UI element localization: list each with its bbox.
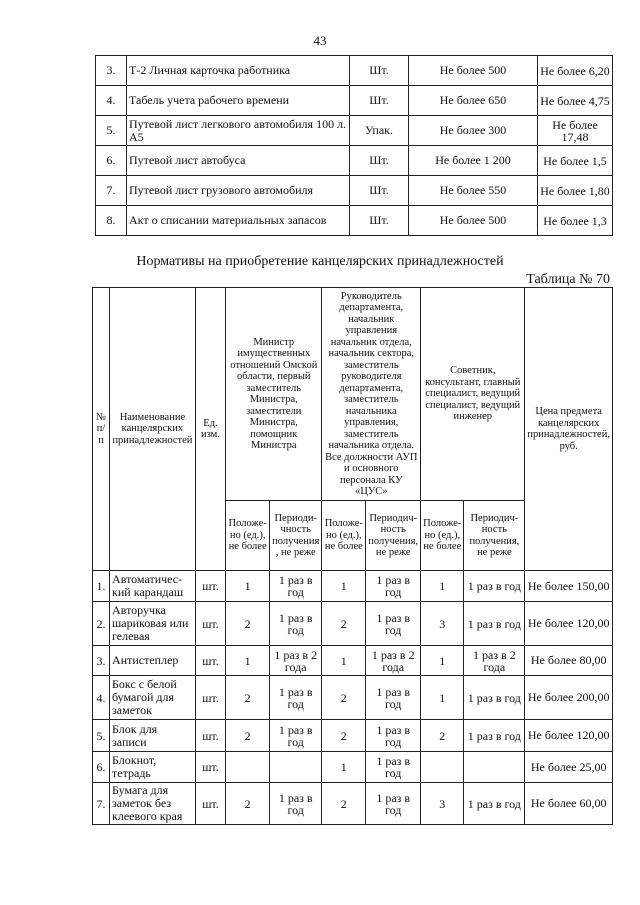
qty-heads: 1 bbox=[322, 571, 366, 602]
qty-minister: 2 bbox=[226, 676, 270, 720]
period-specialists: 1 раз в год bbox=[464, 783, 525, 825]
item-name: Автоматичес-кий карандаш bbox=[110, 571, 196, 602]
item-quantity: Не более 300 bbox=[409, 116, 538, 146]
qty-specialists: 1 bbox=[421, 646, 464, 676]
qty-minister bbox=[226, 752, 270, 783]
period-heads: 1 раз в год bbox=[366, 720, 421, 752]
period-minister: 1 раз в год bbox=[270, 571, 322, 602]
table-row bbox=[93, 720, 613, 752]
period-minister: 1 раз в 2 года bbox=[270, 646, 322, 676]
qty-minister: 1 bbox=[226, 571, 270, 602]
qty-minister: 2 bbox=[226, 602, 270, 646]
item-price: Не более 17,48 bbox=[538, 116, 613, 146]
header-row bbox=[93, 288, 613, 501]
table-row bbox=[93, 571, 613, 602]
period-heads: 1 раз в год bbox=[366, 676, 421, 720]
item-unit: Шт. bbox=[350, 86, 409, 116]
subheader-qty: Положе-но (ед.), не более bbox=[421, 501, 464, 571]
item-price: Не более 60,00 bbox=[525, 783, 613, 825]
period-heads: 1 раз в год bbox=[366, 602, 421, 646]
item-name: Бумага для заметок без клеевого края bbox=[110, 783, 196, 825]
qty-specialists: 2 bbox=[421, 720, 464, 752]
period-specialists: 1 раз в год bbox=[464, 676, 525, 720]
item-price: Не более 1,3 bbox=[538, 206, 613, 236]
subheader-period: Периодич-ность получения, не реже bbox=[366, 501, 421, 571]
item-quantity: Не более 550 bbox=[409, 176, 538, 206]
table-row bbox=[96, 146, 613, 176]
table-row bbox=[96, 206, 613, 236]
qty-heads: 2 bbox=[322, 783, 366, 825]
row-number: 5. bbox=[93, 720, 110, 752]
item-unit: шт. bbox=[195, 602, 225, 646]
table-row bbox=[93, 646, 613, 676]
period-minister: 1 раз в год bbox=[270, 720, 322, 752]
item-unit: Упак. bbox=[350, 116, 409, 146]
header-group-minister: Министр имущественных отношений Омской области, первый заместитель Министра, заместители Министра, помощник Министра bbox=[226, 288, 322, 501]
table-row bbox=[93, 783, 613, 825]
item-unit: шт. bbox=[195, 571, 225, 602]
qty-heads: 2 bbox=[322, 676, 366, 720]
qty-minister: 2 bbox=[226, 783, 270, 825]
qty-specialists bbox=[421, 752, 464, 783]
period-minister bbox=[270, 752, 322, 783]
item-price: Не более 150,00 bbox=[525, 571, 613, 602]
row-number: 1. bbox=[93, 571, 110, 602]
period-heads: 1 раз в год bbox=[366, 783, 421, 825]
item-price: Не более 120,00 bbox=[525, 602, 613, 646]
qty-specialists: 1 bbox=[421, 676, 464, 720]
item-quantity: Не более 650 bbox=[409, 86, 538, 116]
table-1 bbox=[95, 55, 613, 236]
table-row bbox=[96, 56, 613, 86]
header-unit: Ед. изм. bbox=[195, 288, 225, 571]
period-specialists: 1 раз в год bbox=[464, 602, 525, 646]
period-heads: 1 раз в год bbox=[366, 571, 421, 602]
item-quantity: Не более 500 bbox=[409, 56, 538, 86]
qty-heads: 1 bbox=[322, 646, 366, 676]
period-specialists: 1 раз в 2 года bbox=[464, 646, 525, 676]
header-group-heads: Руководитель департамента, начальник управления начальник отдела, начальник сектора, заместитель руководителя департамента, заместитель начальника управления, заместитель начальника отдела. Все должности АУП и основного персонала КУ «ЦУС» bbox=[322, 288, 421, 501]
item-quantity: Не более 500 bbox=[409, 206, 538, 236]
item-name: Акт о списании материальных запасов bbox=[127, 206, 350, 236]
header-price: Цена предмета канцелярских принадлежностей, руб. bbox=[525, 288, 613, 571]
qty-heads: 1 bbox=[322, 752, 366, 783]
item-unit: шт. bbox=[195, 646, 225, 676]
period-specialists: 1 раз в год bbox=[464, 720, 525, 752]
item-price: Не более 4,75 bbox=[538, 86, 613, 116]
subheader-qty: Положе-но (ед.), не более bbox=[322, 501, 366, 571]
qty-specialists: 1 bbox=[421, 571, 464, 602]
item-unit: шт. bbox=[195, 783, 225, 825]
row-number: 6. bbox=[96, 146, 127, 176]
row-number: 5. bbox=[96, 116, 127, 146]
item-price: Не более 120,00 bbox=[525, 720, 613, 752]
item-name: Бокс с белой бумагой для заметок bbox=[110, 676, 196, 720]
table-row bbox=[93, 676, 613, 720]
table-row bbox=[96, 116, 613, 146]
qty-minister: 2 bbox=[226, 720, 270, 752]
qty-minister: 1 bbox=[226, 646, 270, 676]
item-name: Т-2 Личная карточка работника bbox=[127, 56, 350, 86]
row-number: 7. bbox=[96, 176, 127, 206]
item-unit: Шт. bbox=[350, 146, 409, 176]
header-group-specialists: Советник, консультант, главный специалист, ведущий специалист, ведущий инженер bbox=[421, 288, 525, 501]
item-unit: шт. bbox=[195, 676, 225, 720]
item-name: Путевой лист легкового автомобиля 100 л. А5 bbox=[127, 116, 350, 146]
row-number: 8. bbox=[96, 206, 127, 236]
subheader-period: Периоди-чность получения , не реже bbox=[270, 501, 322, 571]
period-specialists bbox=[464, 752, 525, 783]
item-price: Не более 1,80 bbox=[538, 176, 613, 206]
row-number: 2. bbox=[93, 602, 110, 646]
qty-specialists: 3 bbox=[421, 602, 464, 646]
row-number: 4. bbox=[96, 86, 127, 116]
item-unit: шт. bbox=[195, 752, 225, 783]
row-number: 4. bbox=[93, 676, 110, 720]
item-name: Блокнот, тетрадь bbox=[110, 752, 196, 783]
qty-heads: 2 bbox=[322, 720, 366, 752]
period-specialists: 1 раз в год bbox=[464, 571, 525, 602]
section-heading: Нормативы на приобретение канцелярских принадлежностей bbox=[136, 254, 504, 269]
table-row bbox=[96, 176, 613, 206]
table-2 bbox=[92, 287, 613, 825]
item-price: Не более 80,00 bbox=[525, 646, 613, 676]
row-number: 3. bbox=[96, 56, 127, 86]
period-heads: 1 раз в 2 года bbox=[366, 646, 421, 676]
item-name: Антистеплер bbox=[110, 646, 196, 676]
row-number: 6. bbox=[93, 752, 110, 783]
table-row bbox=[93, 752, 613, 783]
row-number: 3. bbox=[93, 646, 110, 676]
item-name: Авторучка шариковая или гелевая bbox=[110, 602, 196, 646]
header-num: № п/п bbox=[93, 288, 110, 571]
item-price: Не более 6,20 bbox=[538, 56, 613, 86]
item-unit: шт. bbox=[195, 720, 225, 752]
item-price: Не более 25,00 bbox=[525, 752, 613, 783]
item-price: Не более 1,5 bbox=[538, 146, 613, 176]
item-price: Не более 200,00 bbox=[525, 676, 613, 720]
qty-specialists: 3 bbox=[421, 783, 464, 825]
item-name: Табель учета рабочего времени bbox=[127, 86, 350, 116]
table-row bbox=[93, 602, 613, 646]
period-minister: 1 раз в год bbox=[270, 602, 322, 646]
subheader-period: Периодич-ность получения, не реже bbox=[464, 501, 525, 571]
item-name: Блок для записи bbox=[110, 720, 196, 752]
header-name: Наименование канцелярских принадлежностей bbox=[110, 288, 196, 571]
table-row bbox=[96, 86, 613, 116]
item-unit: Шт. bbox=[350, 206, 409, 236]
item-unit: Шт. bbox=[350, 176, 409, 206]
table-number: Таблица № 70 bbox=[526, 272, 610, 287]
qty-heads: 2 bbox=[322, 602, 366, 646]
period-minister: 1 раз в год bbox=[270, 676, 322, 720]
subheader-qty: Положе-но (ед.), не более bbox=[226, 501, 270, 571]
item-name: Путевой лист грузового автомобиля bbox=[127, 176, 350, 206]
item-unit: Шт. bbox=[350, 56, 409, 86]
period-minister: 1 раз в год bbox=[270, 783, 322, 825]
item-quantity: Не более 1 200 bbox=[409, 146, 538, 176]
row-number: 7. bbox=[93, 783, 110, 825]
period-heads: 1 раз в год bbox=[366, 752, 421, 783]
item-name: Путевой лист автобуса bbox=[127, 146, 350, 176]
page-number: 43 bbox=[313, 33, 327, 48]
